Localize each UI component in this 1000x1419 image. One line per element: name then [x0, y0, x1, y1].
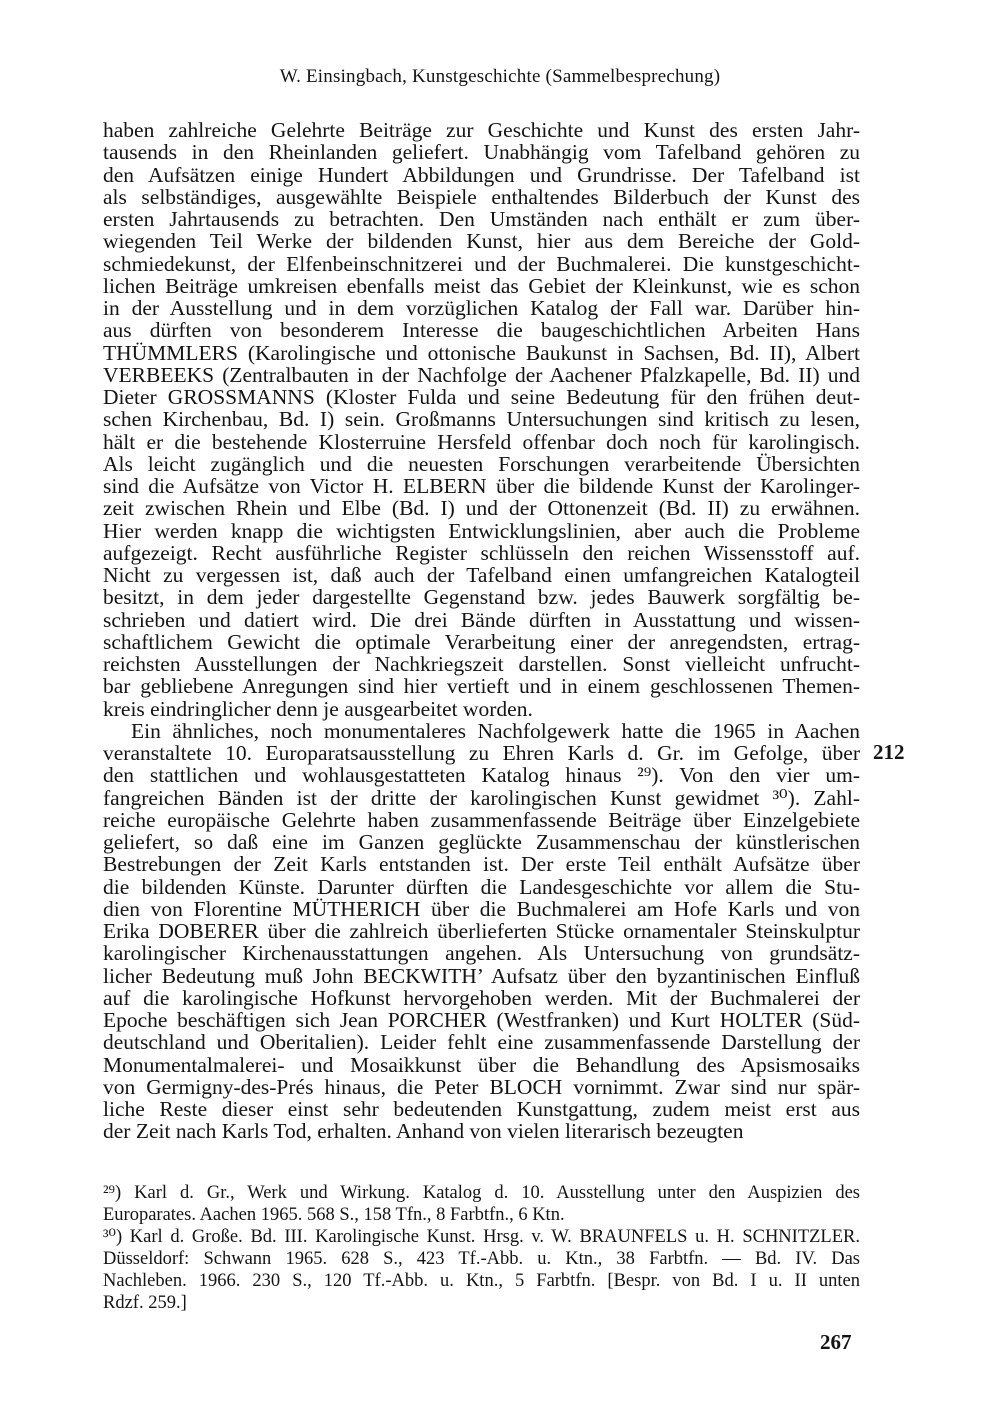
footnote-line: Düsseldorf: Schwann 1965. 628 S., 423 Tf.-Abb. u. Ktn., 38 Farbtfn. — Bd. IV. Das	[103, 1249, 860, 1269]
text-line: Ein ähnliches, noch monumentaleres Nachfolgewerk hatte die 1965 in Aachen	[131, 718, 860, 743]
text-line: zeit zwischen Rhein und Elbe (Bd. I) und der Ottonenzeit (Bd. II) zu erwähnen.	[103, 496, 860, 521]
text-line: Hier werden knapp die wichtigsten Entwicklungslinien, aber auch die Probleme	[103, 518, 860, 543]
text-line: Als leicht zugänglich und die neuesten Forschungen verarbeitende Übersichten	[103, 451, 860, 476]
footnote-line: Europarates. Aachen 1965. 568 S., 158 Tfn., 8 Farbtfn., 6 Ktn.	[103, 1205, 565, 1225]
text-line: Nicht zu vergessen ist, daß auch der Tafelband einen umfangreichen Katalogteil	[103, 563, 860, 587]
text-line: Epoche beschäftigen sich Jean PORCHER (Westfranken) und Kurt HOLTER (Süd-	[103, 1008, 860, 1032]
text-line: fangreichen Bänden ist der dritte der karolingischen Kunst gewidmet ³⁰). Zahl-	[103, 785, 860, 810]
text-line: geliefert, so daß eine im Ganzen geglückte Zusammenschau der künstlerischen	[103, 830, 860, 854]
footnote-line: Nachleben. 1966. 230 S., 120 Tf.-Abb. u. Ktn., 5 Farbtfn. [Bespr. von Bd. I u. II unten	[103, 1271, 860, 1291]
text-line: wiegenden Teil Werke der bildenden Kunst, hier aus dem Bereiche der Gold-	[103, 229, 860, 254]
text-line: THÜMMLERS (Karolingische und ottonische Baukunst in Sachsen, Bd. II), Albert	[103, 340, 860, 365]
text-line: in der Ausstellung und in dem vorzüglichen Katalog der Fall war. Darüber hin-	[103, 296, 860, 320]
margin-number: 212	[873, 740, 905, 764]
footnote-line: Rdzf. 259.]	[103, 1293, 187, 1313]
text-line: lichen Beiträge umkreisen ebenfalls meist das Gebiet der Kleinkunst, wie es schon	[103, 273, 860, 298]
text-line: Dieter GROSSMANNS (Kloster Fulda und seine Bedeutung für den frühen deut-	[103, 385, 860, 409]
text-line: haben zahlreiche Gelehrte Beiträge zur Geschichte und Kunst des ersten Jahr-	[103, 118, 860, 142]
text-line: den Aufsätzen einige Hundert Abbildungen und Grundrisse. Der Tafelband ist	[103, 162, 860, 187]
text-line: schen Kirchenbau, Bd. I) sein. Großmanns Untersuchungen sind kritisch zu lesen,	[103, 407, 860, 432]
text-line: tausends in den Rheinlanden geliefert. Unabhängig vom Tafelband gehören zu	[103, 140, 860, 165]
page-number: 267	[820, 1330, 852, 1354]
text-line: auf die karolingische Hofkunst hervorgehoben werden. Mit der Buchmalerei der	[103, 985, 860, 1010]
text-line: ersten Jahrtausends zu betrachten. Den Umständen nach enthält er zum über-	[103, 207, 860, 231]
text-line: liche Reste dieser einst sehr bedeutenden Kunstgattung, zudem meist erst aus	[103, 1097, 860, 1121]
text-line: aus dürften von besonderem Interesse die baugeschichtlichen Arbeiten Hans	[103, 318, 860, 343]
text-line: Bestrebungen der Zeit Karls entstanden ist. Der erste Teil enthält Aufsätze über	[103, 852, 860, 877]
text-line: deutschland und Oberitalien). Leider fehlt eine zusammenfassende Darstellung der	[103, 1030, 860, 1055]
text-line: sind die Aufsätze von Victor H. ELBERN über die bildende Kunst der Karolinger-	[103, 474, 860, 498]
text-line: VERBEEKS (Zentralbauten in der Nachfolge der Aachener Pfalzkapelle, Bd. II) und	[103, 362, 860, 387]
text-line: die bildenden Künste. Darunter dürften die Landesgeschichte vor allem die Stu-	[103, 874, 860, 899]
text-line: der Zeit nach Karls Tod, erhalten. Anhand von vielen literarisch bezeugten	[103, 1119, 744, 1144]
text-line: veranstaltete 10. Europaratsausstellung zu Ehren Karls d. Gr. im Gefolge, über	[103, 741, 860, 765]
text-line: reiche europäische Gelehrte haben zusammenfassende Beiträge über Einzelgebiete	[103, 807, 860, 832]
text-line: Monumentalmalerei- und Mosaikkunst über die Behandlung des Apsismosaiks	[103, 1052, 860, 1077]
text-line: hält er die bestehende Klosterruine Hersfeld offenbar doch noch für karolingisch.	[103, 429, 860, 454]
text-line: als selbständiges, ausgewählte Beispiele enthaltendes Bilderbuch der Kunst des	[103, 184, 860, 209]
text-line: Erika DOBERER über die zahlreich überlieferten Stücke ornamentaler Steinskulptur	[103, 919, 860, 943]
text-line: den stattlichen und wohlausgestatteten Katalog hinaus ²⁹). Von den vier um-	[103, 763, 860, 788]
text-line: reichsten Ausstellungen der Nachkriegszeit darstellen. Sonst vielleicht unfrucht-	[103, 652, 860, 676]
footnote-line: ³⁰) Karl d. Große. Bd. III. Karolingische Kunst. Hrsg. v. W. BRAUNFELS u. H. SCHNITZLER.	[103, 1227, 860, 1247]
text-line: kreis eindringlicher denn je ausgearbeitet worden.	[103, 696, 533, 721]
text-line: karolingischer Kirchenausstattungen angehen. Als Untersuchung von grundsätz-	[103, 941, 860, 966]
footnote-line: ²⁹) Karl d. Gr., Werk und Wirkung. Katalog d. 10. Ausstellung unter den Auspizien des	[103, 1183, 860, 1203]
text-line: schmiedekunst, der Elfenbeinschnitzerei und der Buchmalerei. Die kunstgeschicht-	[103, 251, 860, 276]
running-header: W. Einsingbach, Kunstgeschichte (Sammelbesprechung)	[279, 66, 721, 87]
text-line: schaftlichem Gewicht die optimale Verarbeitung einer der anregendsten, ertrag-	[103, 629, 860, 654]
text-line: bar gebliebene Anregungen sind hier vertieft und in einem geschlossenen Themen-	[103, 674, 860, 699]
text-line: besitzt, in dem jeder dargestellte Gegenstand bzw. jedes Bauwerk sorgfältig be-	[103, 585, 860, 610]
text-line: schrieben und datiert wird. Die drei Bände dürften in Ausstattung und wissen-	[103, 607, 860, 632]
text-line: von Germigny-des-Prés hinaus, die Peter BLOCH vornimmt. Zwar sind nur spär-	[103, 1074, 860, 1099]
text-line: aufgezeigt. Recht ausführliche Register schlüsseln den reichen Wissensstoff auf.	[103, 540, 860, 565]
text-line: dien von Florentine MÜTHERICH über die Buchmalerei am Hofe Karls und von	[103, 896, 860, 921]
text-line: licher Bedeutung muß John BECKWITH’ Aufsatz über den byzantinischen Einfluß	[103, 963, 860, 988]
